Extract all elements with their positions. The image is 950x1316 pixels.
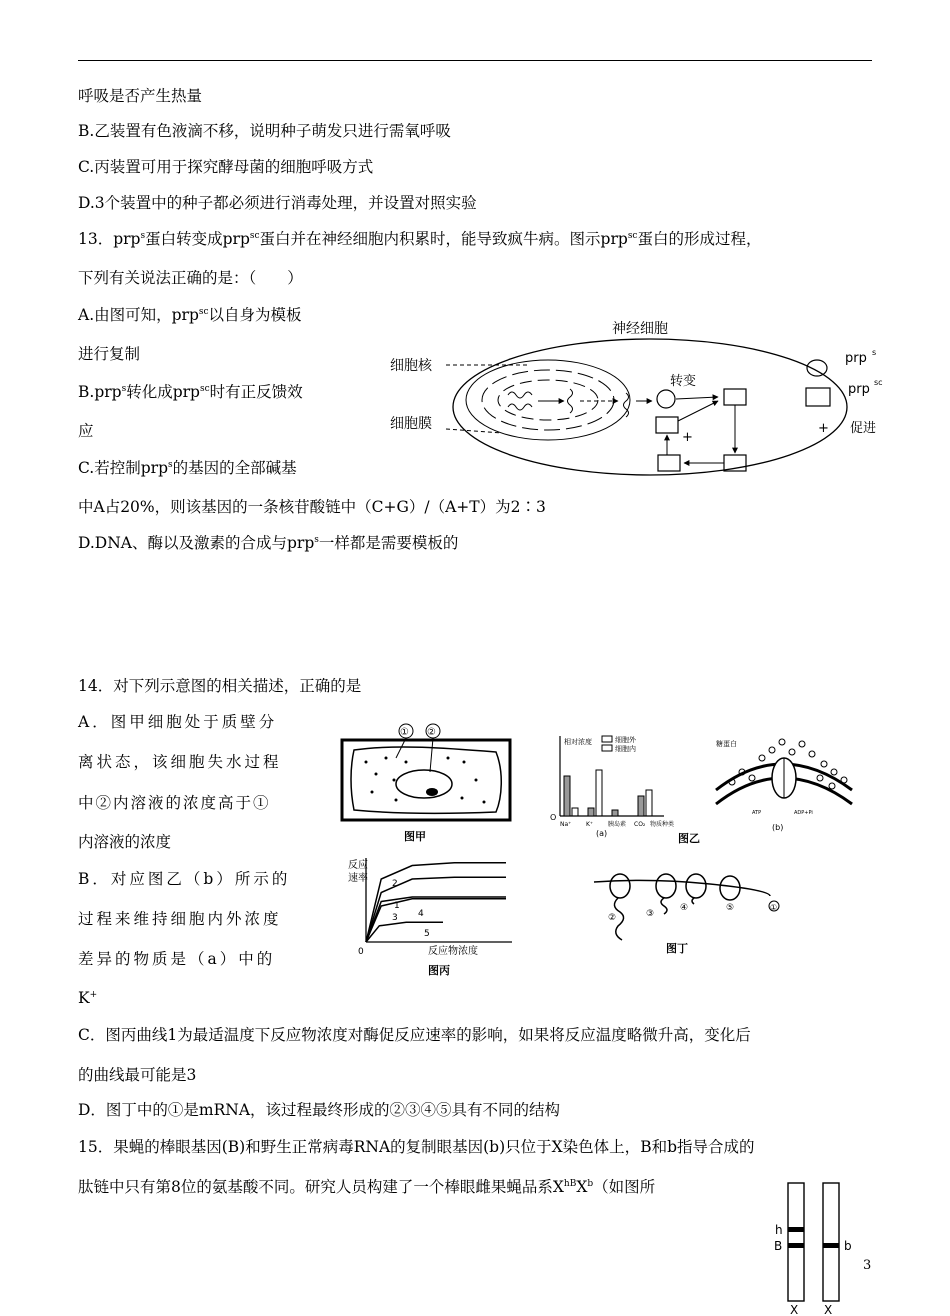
curve-3 xyxy=(366,897,506,942)
svg-text:B: B xyxy=(774,1239,783,1253)
prp-diagram xyxy=(380,315,900,485)
q14-option-c-1: C．图丙曲线1为最适温度下反应物浓度对酶促反应速率的影响，如果将反应温度略微升高，变化后 xyxy=(78,1026,751,1044)
q14-option-b-3: 差异的物质是（a）中的 xyxy=(78,950,276,968)
svg-text:细胞外: 细胞外 xyxy=(615,736,636,744)
cell-membrane-outline xyxy=(453,339,847,475)
jia-caption: 图甲 xyxy=(404,830,426,843)
header-rule xyxy=(78,60,872,61)
chromosome-x2 xyxy=(823,1183,839,1301)
svg-text:(b): (b) xyxy=(772,823,784,832)
svg-text:X: X xyxy=(790,1303,799,1316)
curve-2 xyxy=(366,863,506,942)
svg-text:②: ② xyxy=(427,727,436,738)
legend-square-icon xyxy=(806,388,830,406)
curve-4 xyxy=(366,899,506,942)
q14-option-b-4: K+ xyxy=(78,989,98,1007)
svg-text:①: ① xyxy=(770,903,778,912)
svg-text:CO₂: CO₂ xyxy=(634,821,646,828)
chromosome-x1 xyxy=(788,1183,804,1301)
q13-option-a-2: 进行复制 xyxy=(78,345,141,363)
svg-text:+: + xyxy=(682,430,693,445)
ding-caption: 图丁 xyxy=(666,942,688,955)
svg-text:1: 1 xyxy=(394,901,400,911)
nucleus-label: 细胞核 xyxy=(390,358,432,374)
q14-option-a-3: 中②内溶液的浓度高于① xyxy=(78,794,271,812)
membrane-label: 细胞膜 xyxy=(390,416,432,432)
svg-text:细胞内: 细胞内 xyxy=(615,745,636,753)
svg-text:①: ① xyxy=(400,727,409,738)
q13-option-d: D.DNA、酶以及激素的合成与prp$^s$一样都是需要模板的 xyxy=(78,534,459,552)
q14-option-a-1: A．图甲细胞处于质壁分 xyxy=(78,713,278,731)
svg-text:2: 2 xyxy=(392,879,398,889)
svg-text:物质种类: 物质种类 xyxy=(650,821,675,828)
svg-text:②: ② xyxy=(608,913,617,923)
svg-text:ATP: ATP xyxy=(752,810,762,816)
svg-text:④: ④ xyxy=(680,903,689,913)
svg-text:胰岛素: 胰岛素 xyxy=(608,821,627,828)
figure-ding xyxy=(590,868,790,958)
transform-label: 转变 xyxy=(670,374,697,389)
q13-option-b: B.prp$^s$转化成prp$^{sc}$时有正反馈效 xyxy=(78,383,303,401)
q13-option-c: C.若控制prp$^s$的基因的全部碱基 xyxy=(78,459,297,477)
question-15-stem-2: 肽链中只有第8位的氨基酸不同。研究人员构建了一个棒眼雌果蝇品系$X^{hB}X^b$（如图所 xyxy=(78,1178,656,1196)
svg-text:4: 4 xyxy=(418,909,424,919)
legend-prps: prp xyxy=(845,351,867,366)
q14-option-a-2: 离状态，该细胞失水过程 xyxy=(78,753,282,771)
svg-text:糖蛋白: 糖蛋白 xyxy=(716,740,737,748)
prps-molecule xyxy=(657,390,675,408)
bing-ylabel-2: 速率 xyxy=(348,873,368,884)
q14-option-c-2: 的曲线最可能是3 xyxy=(78,1066,197,1084)
svg-text:0: 0 xyxy=(358,947,364,957)
option-d: D.3个装置中的种子都必须进行消毒处理，并设置对照实验 xyxy=(78,194,477,212)
yi-caption: 图乙 xyxy=(678,832,700,845)
legend-promote: 促进 xyxy=(850,421,877,436)
svg-text:相对浓度: 相对浓度 xyxy=(564,738,592,746)
figure-yi-a xyxy=(548,732,728,844)
svg-text:h: h xyxy=(775,1223,783,1237)
figure-yi-b xyxy=(712,728,862,836)
q13-option-a: A.由图可知，prp$^{sc}$以自身为模板 xyxy=(78,306,302,324)
svg-text:③: ③ xyxy=(646,909,655,919)
chromosome-figure xyxy=(766,1180,866,1316)
q13-option-b-2: 应 xyxy=(78,422,94,440)
figure-jia xyxy=(336,722,536,846)
question-13-stem-2: 下列有关说法正确的是：（ ） xyxy=(78,269,303,287)
text-line: 呼吸是否产生热量 xyxy=(78,87,203,105)
question-13-stem: 13．prp$^s$蛋白转变成prp$^{sc}$蛋白并在神经细胞内积累时，能导致疯牛病。图示prp$^{sc}$蛋白的形成过程， xyxy=(78,230,762,248)
option-b: B.乙装置有色液滴不移，说明种子萌发只进行需氧呼吸 xyxy=(78,122,451,140)
svg-text:ADP+Pi: ADP+Pi xyxy=(794,810,813,816)
question-15-stem: 15．果蝇的棒眼基因(B)和野生正常病毒RNA的复制眼基因(b)只位于X染色体上，B和b指导合成的 xyxy=(78,1138,755,1156)
q14-option-a-4: 内溶液的浓度 xyxy=(78,833,172,851)
svg-text:⑤: ⑤ xyxy=(726,903,735,913)
svg-text:O: O xyxy=(550,813,557,822)
svg-text:3: 3 xyxy=(392,913,398,923)
svg-text:X: X xyxy=(824,1303,833,1316)
page-number: 3 xyxy=(863,1258,872,1273)
diagram-title: 神经细胞 xyxy=(612,321,668,337)
curve-5 xyxy=(366,922,443,942)
q13-option-c-2: 中A占20%，则该基因的一条核苷酸链中（C+G）/（A+T）为2∶3 xyxy=(78,498,546,516)
svg-text:5: 5 xyxy=(424,929,430,939)
curve-1 xyxy=(366,877,506,942)
bing-caption: 图丙 xyxy=(428,964,450,977)
q14-option-d: D．图丁中的①是mRNA，该过程最终形成的②③④⑤具有不同的结构 xyxy=(78,1101,561,1119)
svg-text:(a): (a) xyxy=(596,829,608,838)
q14-option-b-1: B．对应图乙（b）所示的 xyxy=(78,870,291,888)
legend-prpsc: prp xyxy=(848,382,870,397)
bing-xlabel: 反应物浓度 xyxy=(428,946,478,957)
svg-text:b: b xyxy=(844,1239,852,1253)
figure-bing-chart xyxy=(348,850,522,980)
q14-option-b-2: 过程来维持细胞内外浓度 xyxy=(78,910,282,928)
svg-text:s: s xyxy=(872,348,877,357)
svg-text:K⁺: K⁺ xyxy=(586,821,594,828)
nucleus-outline xyxy=(466,360,630,440)
option-c: C.丙装置可用于探究酵母菌的细胞呼吸方式 xyxy=(78,158,374,176)
legend-plus: + xyxy=(818,421,829,436)
bing-ylabel-1: 反应 xyxy=(348,860,368,871)
svg-text:Na⁺: Na⁺ xyxy=(560,821,572,828)
question-14-stem: 14．对下列示意图的相关描述，正确的是 xyxy=(78,677,362,695)
svg-text:sc: sc xyxy=(874,378,883,387)
